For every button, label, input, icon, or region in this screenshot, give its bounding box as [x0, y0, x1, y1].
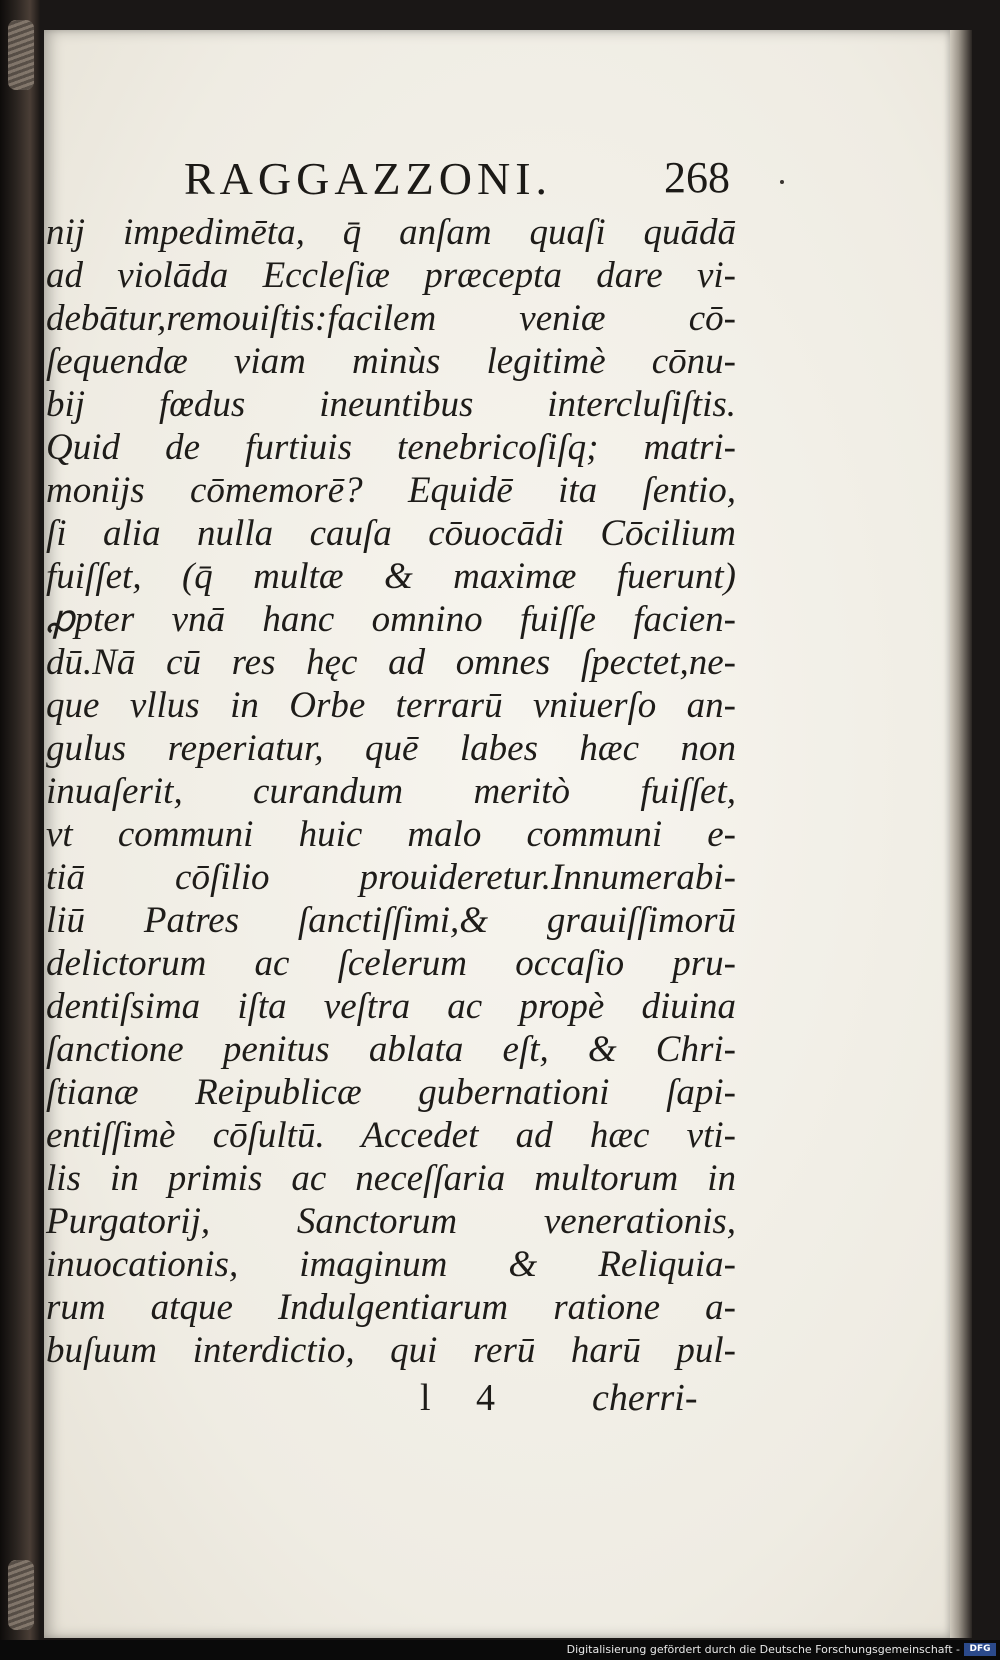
text-line: que vllus in Orbe terrarū vniuerſo an-: [46, 685, 736, 726]
signature-mark: l 4: [420, 1377, 514, 1419]
text-line: ad violāda Eccleſiæ præcepta dare vi-: [46, 255, 736, 296]
page-number: 268: [664, 153, 730, 202]
text-line: monijs cōmemorē? Equidē ita ſentio,: [46, 470, 736, 511]
text-line: ſequendæ viam minùs legitimè cōnu-: [46, 341, 736, 382]
binding-thread: [8, 20, 34, 90]
text-line: ſanctione penitus ablata eſt, & Chri-: [46, 1029, 736, 1070]
binding-thread: [8, 1560, 34, 1630]
text-line: ꝓpter vnā hanc omnino fuiſſe facien-: [46, 599, 736, 640]
text-line: ſi alia nulla cauſa cōuocādi Cōcilium: [46, 513, 736, 554]
text-line: Quid de furtiuis tenebricoſiſq; matri-: [46, 427, 736, 468]
text-line: fuiſſet, (q̄ multæ & maximæ fuerunt): [46, 556, 736, 597]
text-line: ſtianæ Reipublicæ gubernationi ſapi-: [46, 1072, 736, 1113]
text-line: Purgatorij, Sanctorum venerationis,: [46, 1201, 736, 1242]
text-line: nij impedimēta, q̄ anſam quaſi quādā: [46, 212, 736, 253]
ink-speck: [780, 180, 784, 184]
text-line: debātur,remouiſtis:facilem veniæ cō-: [46, 298, 736, 339]
text-line: vt communi huic malo communi e-: [46, 814, 736, 855]
page-edge: [950, 30, 972, 1638]
text-line: tiā cōſilio prouideretur.Innumerabi-: [46, 857, 736, 898]
page-footer: [44, 1376, 950, 1426]
text-line: inuocationis, imaginum & Reliquia-: [46, 1244, 736, 1285]
text-line: delictorum ac ſcelerum occaſio pru-: [46, 943, 736, 984]
text-line: dū.Nā cū res hęc ad omnes ſpectet,ne-: [46, 642, 736, 683]
text-line: rum atque Indulgentiarum ratione a-: [46, 1287, 736, 1328]
text-line: liū Patres ſanctiſſimi,& grauiſſimorū: [46, 900, 736, 941]
credit-text: Digitalisierung gefördert durch die Deutsche Forschungsgemeinschaft -: [566, 1643, 960, 1656]
text-line: inuaſerit, curandum meritò fuiſſet,: [46, 771, 736, 812]
text-line: bij fœdus ineuntibus intercluſiſtis.: [46, 384, 736, 425]
text-line: buſuum interdictio, qui rerū harū pul-: [46, 1330, 736, 1371]
page-header: [44, 152, 950, 212]
text-line: dentiſsima iſta veſtra ac propè diuina: [46, 986, 736, 1027]
running-head: RAGGAZZONI.: [184, 153, 553, 204]
digitization-credit-bar: [0, 1640, 1000, 1660]
catchword: cherri-: [592, 1377, 698, 1419]
text-line: lis in primis ac neceſſaria multorum in: [46, 1158, 736, 1199]
text-line: gulus reperiatur, quē labes hæc non: [46, 728, 736, 769]
dfg-logo: DFG: [964, 1643, 996, 1656]
book-binding: [0, 0, 40, 1660]
text-line: entiſſimè cōſultū. Accedet ad hæc vti-: [46, 1115, 736, 1156]
book-page: [44, 30, 950, 1638]
